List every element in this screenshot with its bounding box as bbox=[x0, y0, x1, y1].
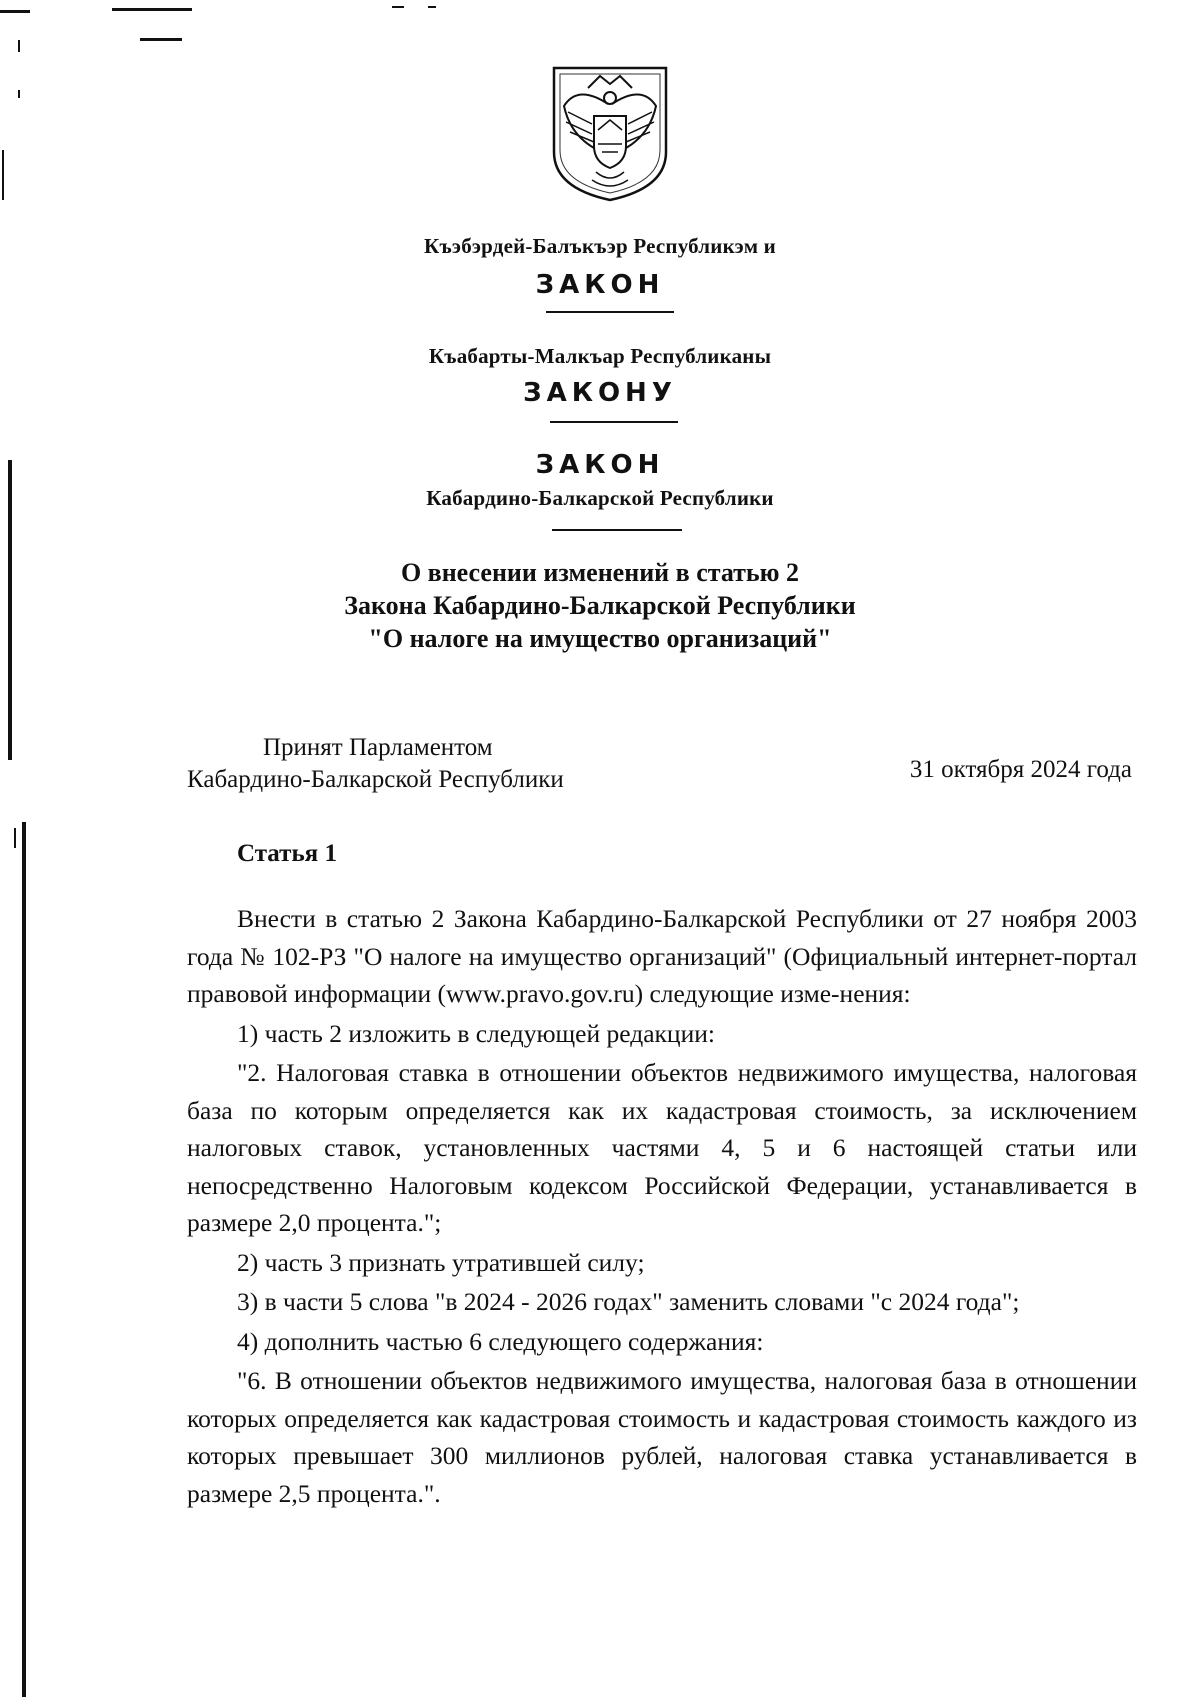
divider-1 bbox=[546, 311, 674, 313]
law-title bbox=[0, 556, 1200, 655]
divider-2 bbox=[550, 421, 678, 423]
header-kabardian-law bbox=[0, 270, 1200, 300]
header-kabardian bbox=[0, 234, 1200, 259]
scan-artifact-left-1 bbox=[18, 40, 20, 52]
scan-artifact-left-3 bbox=[2, 150, 4, 200]
article-paragraph: 3) в части 5 слова "в 2024 - 2026 годах" заменить словами "с 2024 года"; bbox=[237, 1287, 1020, 1316]
header-russian-law bbox=[0, 450, 1200, 480]
scan-artifact-left-2 bbox=[18, 90, 20, 98]
scan-artifact-top-1 bbox=[0, 10, 30, 13]
russian-republic-line: Кабардино-Балкарской Республики bbox=[426, 486, 774, 510]
article-body bbox=[187, 900, 1137, 1512]
scan-artifact-top-5 bbox=[428, 6, 436, 8]
scan-artifact-top-4 bbox=[392, 6, 404, 8]
balkar-law-word: ЗАКОНУ bbox=[523, 378, 677, 408]
header-balkar-law bbox=[0, 378, 1200, 408]
divider-3 bbox=[552, 529, 682, 531]
article-paragraph: 4) дополнить частью 6 следующего содержания: bbox=[237, 1326, 764, 1356]
article-paragraph: "6. В отношении объектов недвижимого имущества, налоговая база в отношении которых определяется как кадастровая стоимость и кадастровая стоимость каждого из которых превышает 300 миллионов рублей, налоговая ставка устанавливается в размере 2,5 процента.". bbox=[187, 1366, 1137, 1508]
law-title-line-3: "О налоге на имущество организаций" bbox=[368, 624, 832, 653]
scan-artifact-left-5 bbox=[22, 822, 26, 1697]
article-paragraph: "2. Налоговая ставка в отношении объектов недвижимого имущества, налоговая база по которым определяется как их кадастровая стоимость, за исключением налоговых ставок, установленных частями 4, 5 и 6 настоящей статьи или непосредственно Налоговым кодексом Российской Федерации, устанавливается в размере 2,0 процента."; bbox=[187, 1058, 1137, 1237]
coat-of-arms-emblem bbox=[548, 64, 672, 204]
balkar-republic-line: Къабарты-Малкъар Республиканы bbox=[428, 344, 772, 368]
article-paragraph: 1) часть 2 изложить в следующей редакции: bbox=[237, 1018, 715, 1048]
scan-artifact-top-3 bbox=[140, 38, 182, 41]
adoption-date: 31 октября 2024 года bbox=[909, 756, 1132, 783]
scan-artifact-top-2 bbox=[112, 8, 192, 11]
kabardian-law-word: ЗАКОН bbox=[535, 270, 665, 300]
law-title-line-2: Закона Кабардино-Балкарской Республики bbox=[344, 591, 856, 620]
header-russian bbox=[0, 486, 1200, 511]
article-heading: Статья 1 bbox=[237, 840, 337, 867]
law-title-line-1: О внесении изменений в статью 2 bbox=[400, 558, 800, 587]
kabardian-republic-line: Къэбэрдей-Балъкъэр Республикэм и bbox=[424, 234, 776, 258]
adoption-line-1: Принят Парламентом bbox=[263, 734, 493, 761]
article-paragraph: 2) часть 3 признать утратившей силу; bbox=[237, 1247, 645, 1277]
article-paragraph: Внести в статью 2 Закона Кабардино-Балкарской Республики от 27 ноября 2003 года № 102-РЗ "О налоге на имущество организаций" (Официальный интернет-портал правовой информации (www.pravo.gov.ru) следующие изме-нения: bbox=[187, 904, 1137, 1008]
scan-artifact-left-6 bbox=[14, 828, 16, 848]
adoption-statement bbox=[187, 732, 564, 796]
russian-law-word: ЗАКОН bbox=[535, 450, 665, 480]
header-balkar bbox=[0, 344, 1200, 369]
adoption-line-2: Кабардино-Балкарской Республики bbox=[187, 766, 564, 793]
